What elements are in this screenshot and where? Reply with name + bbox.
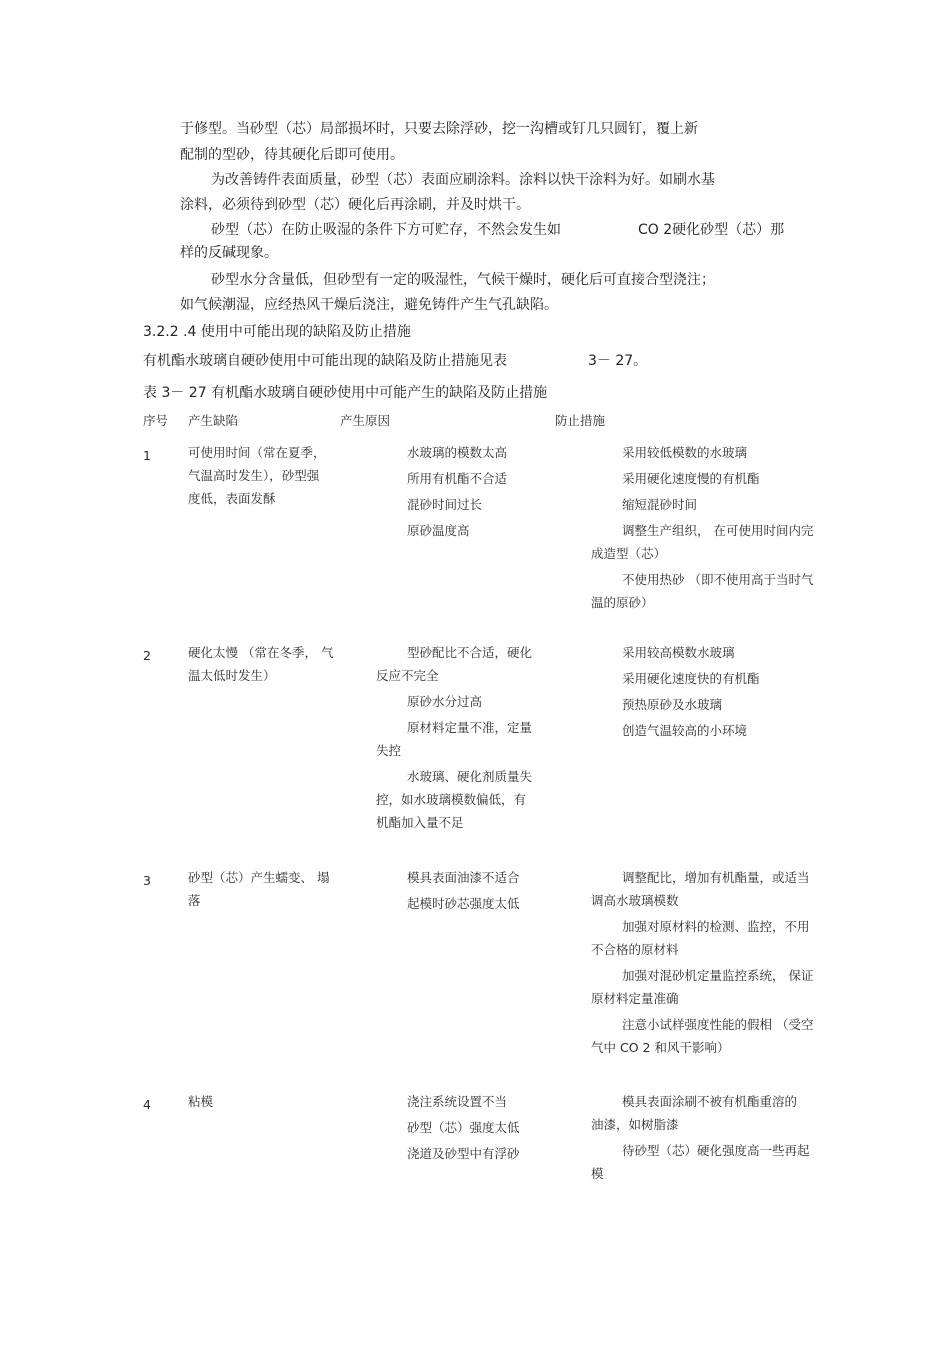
measure-item: 采用较高模数水玻璃 <box>622 645 735 660</box>
intro-line-5b: CO 2硬化砂型（芯）那 <box>638 222 785 238</box>
cause-item: 浇道及砂型中有浮砂 <box>407 1146 520 1161</box>
row-1-defect-line: 气温高时发生），砂型强 <box>188 468 320 483</box>
row-1-defect-line: 度低，表面发酥 <box>188 491 276 506</box>
measure-item-cont: 气中 CO 2 和风干影响） <box>591 1040 730 1055</box>
measure-item-cont: 成造型（芯） <box>591 546 667 561</box>
row-4-defect-line: 粘模 <box>188 1094 214 1109</box>
table-caption: 表 3－ 27 有机酯水玻璃自硬砂使用中可能产生的缺陷及防止措施 <box>143 385 548 401</box>
cause-item-cont: 机酯加入量不足 <box>376 815 464 830</box>
section-heading: 3.2.2 .4 使用中可能出现的缺陷及防止措施 <box>143 324 411 340</box>
row-2-defect-line: 温太低时发生） <box>188 668 276 683</box>
row-3-defect-line: 砂型（芯）产生蠕变、 塌 <box>188 870 330 885</box>
row-3-measures <box>591 866 831 1059</box>
intro-line-6: 样的反碱现象。 <box>180 245 278 261</box>
measure-item: 采用较低模数的水玻璃 <box>622 445 748 460</box>
cause-item-cont: 反应不完全 <box>376 668 439 683</box>
row-3-num: 3 <box>143 873 151 888</box>
cause-item: 所用有机酯不合适 <box>407 471 508 486</box>
row-2-num: 2 <box>143 648 151 663</box>
cause-item: 原砂温度高 <box>407 523 470 538</box>
cause-item-cont: 失控 <box>376 743 402 758</box>
row-2-defect-line: 硬化太慢 （常在冬季， 气 <box>188 645 334 660</box>
measure-item-cont: 原材料定量准确 <box>591 991 679 1006</box>
cause-item: 原材料定量不准，定量 <box>407 720 533 735</box>
row-1-num: 1 <box>143 448 151 463</box>
measure-item-cont: 油漆，如树脂漆 <box>591 1117 679 1132</box>
row-2-measures <box>591 641 831 742</box>
measure-item: 采用硬化速度慢的有机酯 <box>622 471 760 486</box>
row-4-measures <box>591 1090 831 1185</box>
cause-item-cont: 控，如水玻璃模数偏低，有 <box>376 792 527 807</box>
measure-item-cont: 不合格的原材料 <box>591 942 679 957</box>
intro-line-8: 如气候潮湿，应经热风干燥后浇注，避免铸件产生气孔缺陷。 <box>180 297 558 313</box>
header-measure: 防止措施 <box>555 413 606 428</box>
row-2-causes <box>376 641 616 834</box>
cause-item: 砂型（芯）强度太低 <box>407 1120 520 1135</box>
measure-item: 模具表面涂刷不被有机酯重溶的 <box>622 1094 798 1109</box>
row-4-num: 4 <box>143 1097 151 1112</box>
cause-item: 混砂时间过长 <box>407 497 483 512</box>
header-defect: 产生缺陷 <box>188 413 239 428</box>
measure-item: 不使用热砂 （即不使用高于当时气 <box>622 572 814 587</box>
row-4-causes <box>376 1090 616 1165</box>
measure-item: 创造气温较高的小环境 <box>622 723 748 738</box>
cause-item: 型砂配比不合适，硬化 <box>407 645 533 660</box>
measure-item-cont: 调高水玻璃模数 <box>591 893 679 908</box>
row-1-causes <box>376 441 616 542</box>
measure-item: 加强对混砂机定量监控系统， 保证 <box>622 968 814 983</box>
section-ref-num: 3－ 27。 <box>588 353 648 369</box>
intro-line-3: 为改善铸件表面质量，砂型（芯）表面应刷涂料。涂料以快干涂料为好。如刷水基 <box>211 172 715 188</box>
measure-item: 注意小试样强度性能的假相 （受空 <box>622 1017 814 1032</box>
intro-line-5: 砂型（芯）在防止吸湿的条件下方可贮存，不然会发生如 <box>211 222 561 238</box>
cause-item: 水玻璃的模数太高 <box>407 445 508 460</box>
row-3-defect-line: 落 <box>188 893 201 908</box>
measure-item: 加强对原材料的检测、监控，不用 <box>622 919 810 934</box>
header-cause: 产生原因 <box>340 413 391 428</box>
measure-item: 调整生产组织， 在可使用时间内完 <box>622 523 814 538</box>
cause-item: 浇注系统设置不当 <box>407 1094 508 1109</box>
measure-item: 采用硬化速度快的有机酯 <box>622 671 760 686</box>
intro-line-1: 于修型。当砂型（芯）局部损坏时，只要去除浮砂，挖一沟槽或钉几只圆钉，覆上新 <box>180 121 698 137</box>
intro-line-2: 配制的型砂，待其硬化后即可使用。 <box>180 147 404 163</box>
header-num: 序号 <box>143 413 169 428</box>
cause-item: 模具表面油漆不适合 <box>407 870 520 885</box>
measure-item: 缩短混砂时间 <box>622 497 698 512</box>
intro-line-4: 涂料，必须待到砂型（芯）硬化后再涂刷，并及时烘干。 <box>180 197 530 213</box>
intro-line-7: 砂型水分含量低，但砂型有一定的吸湿性，气候干燥时，硬化后可直接合型浇注； <box>211 272 715 288</box>
cause-item: 水玻璃、硬化剂质量失 <box>407 769 533 784</box>
section-ref-text: 有机酯水玻璃自硬砂使用中可能出现的缺陷及防止措施见表 <box>143 353 507 369</box>
measure-item-cont: 模 <box>591 1166 604 1181</box>
row-1-measures <box>591 441 831 614</box>
row-3-causes <box>376 866 616 915</box>
cause-item: 起模时砂芯强度太低 <box>407 896 520 911</box>
measure-item: 待砂型（芯）硬化强度高一些再起 <box>622 1143 810 1158</box>
measure-item-cont: 温的原砂） <box>591 595 654 610</box>
measure-item: 预热原砂及水玻璃 <box>622 697 723 712</box>
row-1-defect-line: 可使用时间（常在夏季， <box>188 445 326 460</box>
measure-item: 调整配比，增加有机酯量，或适当 <box>622 870 810 885</box>
cause-item: 原砂水分过高 <box>407 694 483 709</box>
